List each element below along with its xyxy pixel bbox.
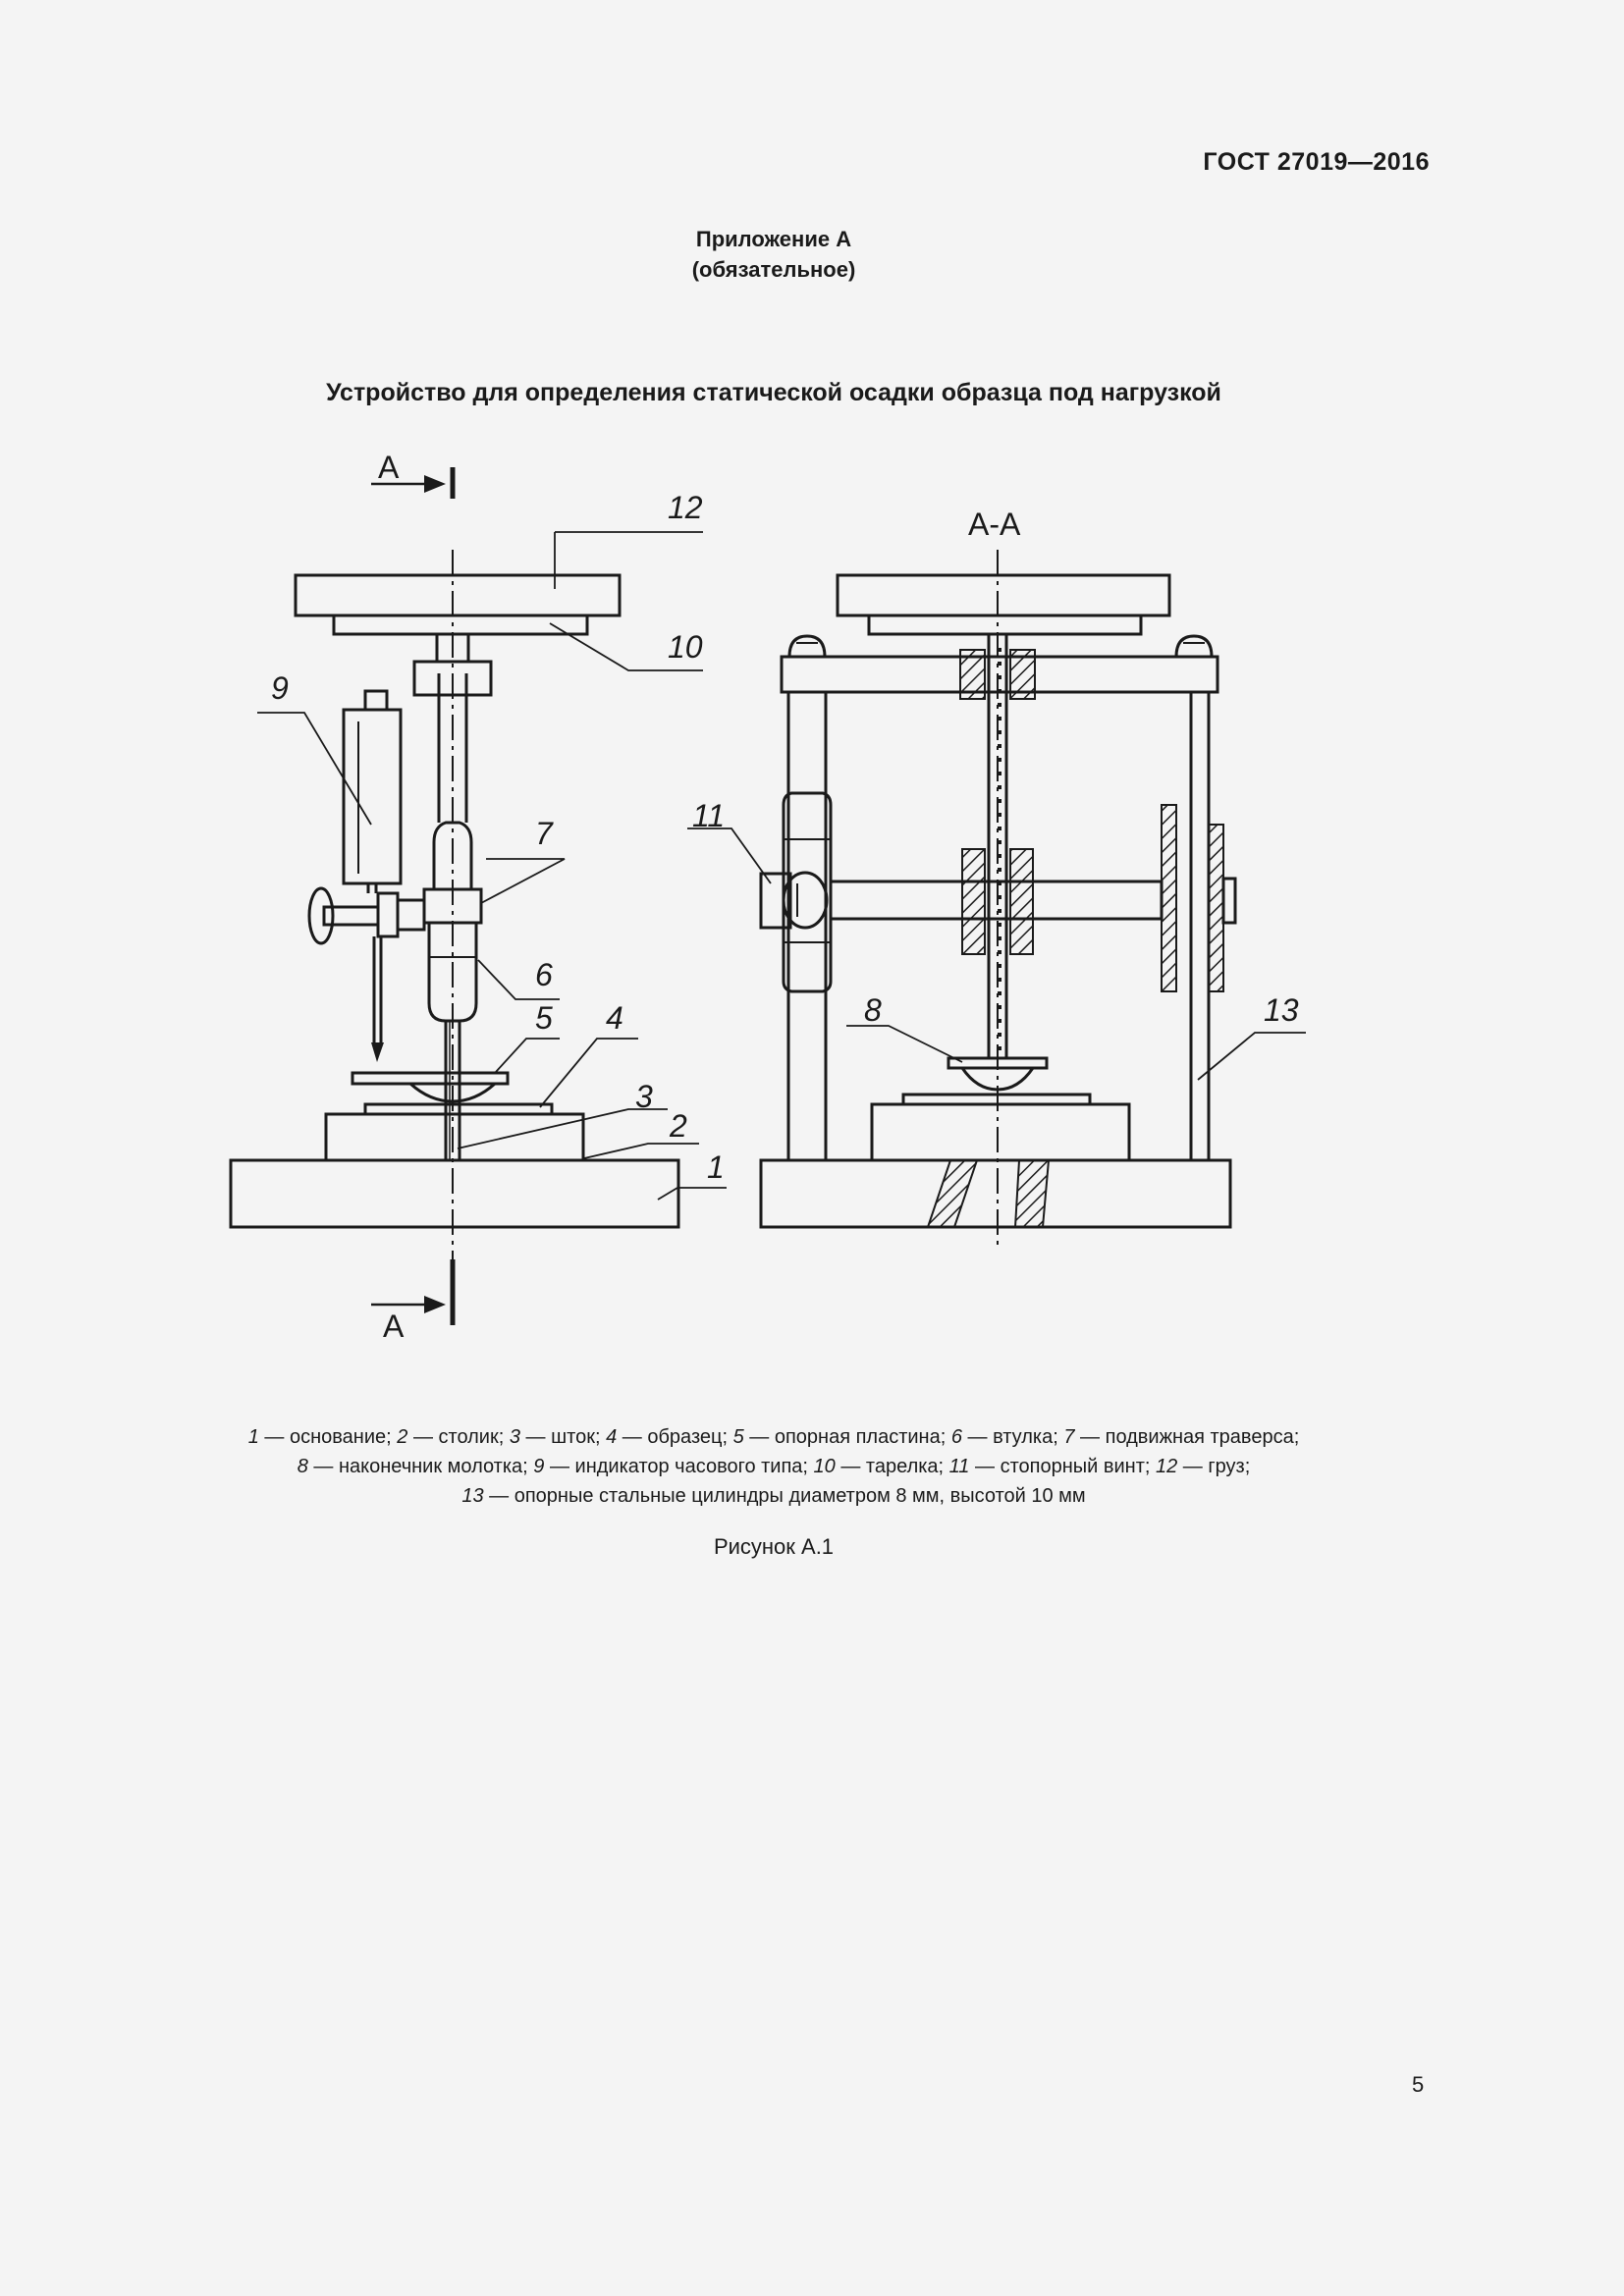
section-marker-top: А (378, 450, 400, 485)
page-number: 5 (1412, 2072, 1425, 2097)
callout-9: 9 (271, 670, 289, 706)
figure-caption: Рисунок А.1 (713, 1534, 835, 1559)
callout-3: 3 (635, 1079, 653, 1114)
section-marker-bottom: А (383, 1308, 405, 1344)
leader-lines (257, 532, 1306, 1200)
callout-4: 4 (606, 1000, 623, 1036)
legend-line-3: 13 — опорные стальные цилиндры диаметром 8 мм, высотой 10 мм (461, 1485, 1086, 1507)
section-title: А-А (968, 507, 1021, 542)
callout-8: 8 (864, 992, 882, 1028)
section-view (761, 550, 1235, 1247)
callout-5: 5 (535, 1000, 553, 1036)
callout-10: 10 (668, 629, 703, 665)
callout-13: 13 (1264, 992, 1299, 1028)
callout-7: 7 (535, 816, 553, 851)
legend-line-1: 1 — основание; 2 — столик; 3 — шток; 4 — образец; 5 — опорная пластина; 6 — втулка; 7 — подвижная траверса; (247, 1426, 1300, 1448)
standard-number: ГОСТ 27019—2016 (1203, 148, 1430, 176)
callout-11: 11 (692, 798, 726, 833)
callout-1: 1 (707, 1149, 725, 1185)
figure-legend (0, 1422, 1547, 1511)
annex-title: Приложение А (695, 227, 852, 251)
annex-status: (обязательное) (691, 257, 856, 282)
front-view (231, 467, 678, 1325)
figure-title: Устройство для определения статической осадки образца под нагрузкой (326, 379, 1221, 406)
callout-2: 2 (670, 1108, 687, 1144)
callout-6: 6 (535, 957, 553, 992)
legend-line-2: 8 — наконечник молотка; 9 — индикатор часового типа; 10 — тарелка; 11 — стопорный винт; 12 — груз; (297, 1456, 1251, 1477)
callout-12: 12 (668, 490, 703, 525)
